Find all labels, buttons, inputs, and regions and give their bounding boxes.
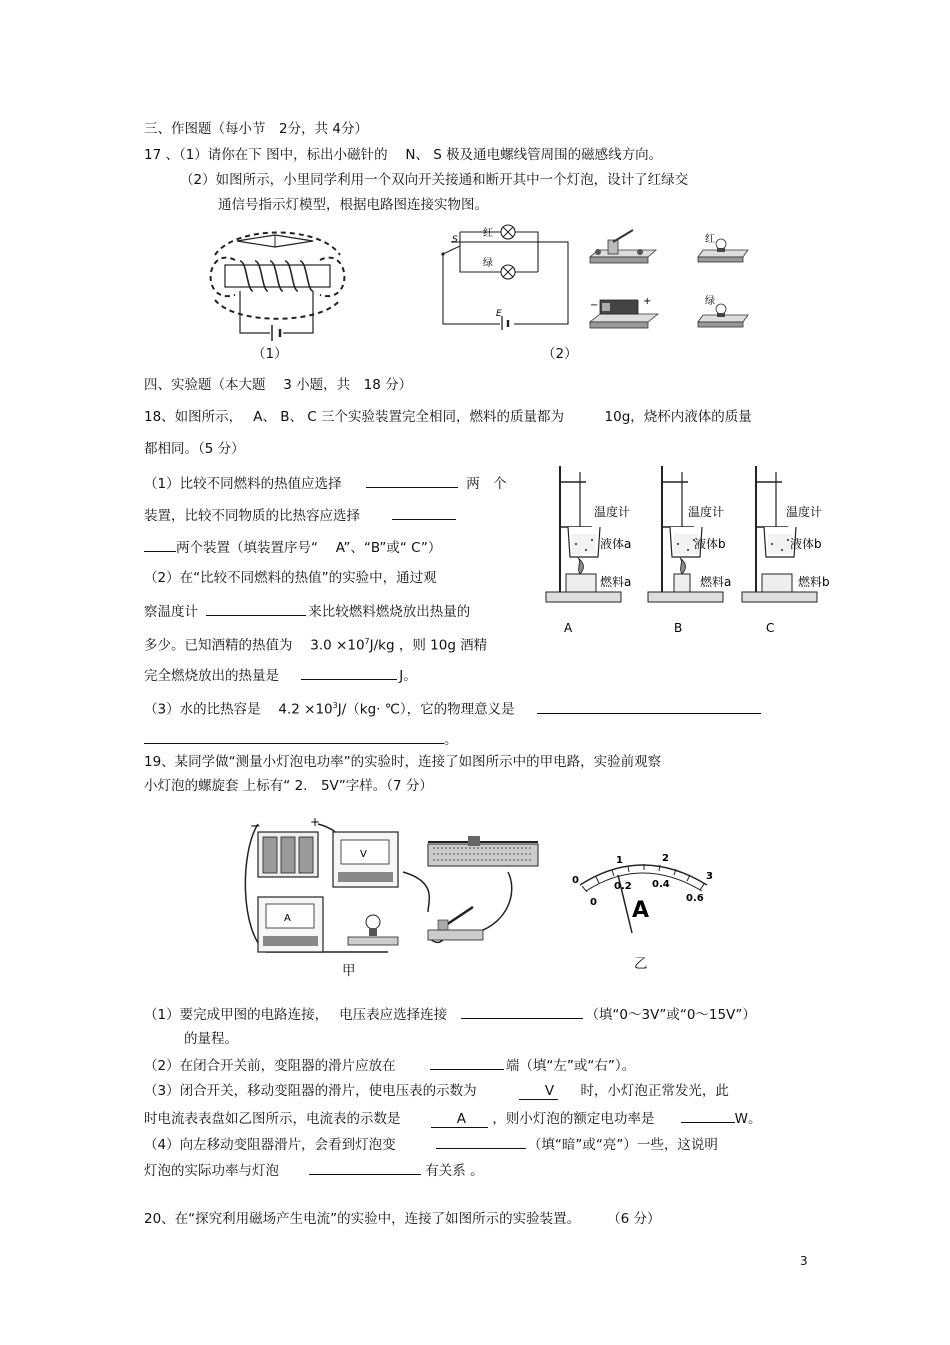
q19-s1a: （1）要完成甲图的电路连接， 电压表应选择连接: [144, 1007, 448, 1023]
q18-p1-text: （1）比较不同燃料的热值应选择: [144, 476, 342, 492]
svg-text:A: A: [284, 913, 291, 924]
switch-label: S: [452, 235, 458, 245]
q18-p3a-text: （3）水的比热容是 4.2 ×10: [144, 701, 333, 718]
q18-p1c: [144, 505, 456, 525]
fuel-label-c: 燃料b: [798, 575, 830, 589]
q19-line1: 19、某同学做“测量小灯泡电功率”的实验时，连接了如图所示中的甲电路，实验前观察: [144, 754, 662, 770]
svg-text:+: +: [310, 815, 321, 829]
apparatus-label-a: A: [564, 621, 573, 635]
fig2-caption: （2）: [542, 346, 578, 362]
svg-text:+: +: [643, 296, 652, 307]
answer-blank[interactable]: [461, 1004, 583, 1019]
q18-p2e-end: J。: [399, 668, 417, 684]
q17-line3: 通信号指示灯模型，根据电路图连接实物图。: [218, 197, 488, 213]
answer-blank[interactable]: [392, 505, 456, 520]
q18-p2e-text: 完全燃烧放出的热量是: [144, 668, 279, 684]
liquid-label-c: 液体b: [790, 537, 822, 551]
q19-s3a: [144, 1082, 729, 1100]
answer-blank[interactable]: [309, 1160, 421, 1175]
q18-p1d: [144, 537, 441, 557]
real-components: [588, 222, 748, 332]
q19-s1: [144, 1004, 756, 1024]
apparatus-label-b: B: [674, 621, 683, 635]
current-answer-blank[interactable]: A: [431, 1111, 488, 1128]
dial-bottom-0.6: 0.6: [686, 893, 704, 904]
thermo-label-a: 温度计: [594, 505, 631, 519]
dial-bottom-0.4: 0.4: [652, 879, 670, 890]
q19-s3d: ，则小灯泡的额定电功率是: [492, 1111, 655, 1127]
answer-blank[interactable]: [206, 601, 306, 616]
q19-s1c: 的量程。: [184, 1031, 238, 1047]
q18-p2b-text: 察温度计: [144, 604, 198, 620]
q19-s4: [144, 1134, 718, 1154]
dial-letter: A: [632, 898, 650, 923]
fig1-caption: （1）: [252, 346, 288, 362]
power-answer-blank[interactable]: [681, 1108, 735, 1123]
voltage-answer-blank[interactable]: V: [519, 1083, 558, 1100]
q19-s4c-text: 灯泡的实际功率与灯泡: [144, 1163, 279, 1179]
dial-top-2: 2: [662, 853, 669, 864]
q19-s3c-text: 时电流表表盘如乙图所示，电流表的示数是: [144, 1111, 401, 1127]
q19-s3-w: W。: [734, 1111, 762, 1127]
answer-blank[interactable]: [436, 1134, 526, 1149]
q18-p2e: [144, 665, 417, 685]
q19-s4b: （填“暗”或“亮”）一些，这说明: [527, 1137, 718, 1153]
q18-p2d: [144, 633, 487, 655]
svg-text:V: V: [360, 849, 367, 860]
ammeter-dial-figure: [562, 845, 722, 940]
solenoid-figure: [195, 225, 360, 345]
q18-line2: 都相同。（5 分）: [144, 441, 245, 457]
fuel-label-a: 燃料a: [600, 575, 632, 589]
fig-jia-caption: 甲: [342, 963, 356, 979]
thermo-label-c: 温度计: [786, 505, 823, 519]
q19-s4d: 有关系 。: [425, 1163, 484, 1179]
answer-blank[interactable]: [144, 729, 444, 744]
q18-p1: [144, 473, 507, 493]
q19-s1b: （填“0～3V”或“0～15V”）: [585, 1007, 756, 1023]
green-bulb-label: 绿: [705, 296, 715, 307]
fig-yi-caption: 乙: [634, 956, 648, 972]
q18-p3: [144, 697, 761, 719]
answer-blank[interactable]: [366, 473, 458, 488]
dial-bottom-0: 0: [590, 897, 597, 908]
q19-s3a-text: （3）闭合开关，移动变阻器的滑片，使电压表的示数为: [144, 1083, 477, 1099]
q18-p1-end: 两 个: [466, 476, 507, 492]
answer-blank[interactable]: [537, 699, 761, 714]
battery-label: E: [496, 309, 502, 319]
dial-bottom-0.2: 0.2: [614, 881, 632, 892]
q18-p3-line2: [144, 729, 458, 749]
red-label: 红: [483, 228, 493, 239]
section3-title: 三、作图题（每小节 2分，共 4分）: [144, 121, 368, 137]
circuit-diagram: [438, 222, 573, 332]
q18-p3a-sup: 3: [332, 701, 338, 710]
apparatus-label-c: C: [766, 621, 775, 635]
green-label: 绿: [483, 258, 493, 269]
q19-line2: 小灯泡的螺旋套 上标有“ 2. 5V”字样。（7 分）: [144, 778, 433, 794]
q18-p2d-sup: 7: [364, 637, 370, 646]
q19-s4c: [144, 1160, 484, 1180]
q18-p1d-text: 两个装置（填装置序号“ A”、“B”或“ C”）: [176, 540, 442, 556]
liquid-label-b: 液体b: [694, 537, 726, 551]
red-bulb-label: 红: [705, 234, 715, 245]
dial-top-3: 3: [706, 871, 713, 882]
thermo-label-b: 温度计: [688, 505, 725, 519]
q18-p2a: （2）在“比较不同燃料的热值”的实验中，通过观: [144, 570, 437, 586]
q19-s2: [144, 1055, 635, 1075]
dial-top-1: 1: [616, 855, 623, 866]
q18-line1: 18、如图所示， A、 B、 C 三个实验装置完全相同，燃料的质量都为 10g，烧杯内液体的质量: [144, 409, 752, 425]
q19-s4a: （4）向左移动变阻器滑片，会看到灯泡变: [144, 1137, 396, 1153]
circuit-jia-figure: [238, 812, 548, 962]
q17-line2: （2）如图所示，小里同学利用一个双向开关接通和断开其中一个灯泡，设计了红绿交: [180, 172, 689, 188]
fuel-label-b: 燃料a: [700, 575, 732, 589]
q20-line1: 20、在“探究利用磁场产生电流”的实验中，连接了如图所示的实验装置。 （6 分）: [144, 1211, 661, 1227]
q18-p3b-text: J/（kg· ℃），它的物理意义是: [337, 701, 515, 718]
answer-blank[interactable]: [430, 1055, 504, 1070]
q18-p3-end: 。: [444, 732, 458, 748]
heating-apparatus-figure: [542, 462, 842, 637]
q19-s3b: 时，小灯泡正常发光，此: [580, 1083, 729, 1099]
answer-blank[interactable]: [301, 665, 397, 680]
q18-p2d-text: 多少。已知酒精的热值为 3.0 ×10: [144, 637, 365, 654]
svg-text:−: −: [590, 300, 599, 311]
section4-title: 四、实验题（本大题 3 小题，共 18 分）: [144, 377, 413, 393]
q18-p2b: [144, 601, 470, 621]
q17-line1: 17 、（1）请你在下 图中，标出小磁针的 N、 S 极及通电螺线管周围的磁感线方向。: [144, 147, 663, 163]
q18-p1c-text: 装置，比较不同物质的比热容应选择: [144, 508, 360, 524]
q19-s2a: （2）在闭合开关前，变阻器的滑片应放在: [144, 1058, 396, 1074]
q18-p2c-text: 来比较燃料燃烧放出热量的: [308, 604, 471, 620]
dial-top-0: 0: [572, 875, 579, 886]
answer-blank[interactable]: [144, 537, 176, 552]
q19-s3c: [144, 1108, 762, 1128]
q18-p2d-end: J/kg ，则 10g 酒精: [369, 637, 488, 654]
svg-text:−: −: [250, 819, 261, 834]
page-number: 3: [800, 1254, 808, 1268]
q19-s2b: 端（填“左”或“右”）。: [505, 1058, 636, 1074]
liquid-label-a: 液体a: [600, 537, 632, 551]
